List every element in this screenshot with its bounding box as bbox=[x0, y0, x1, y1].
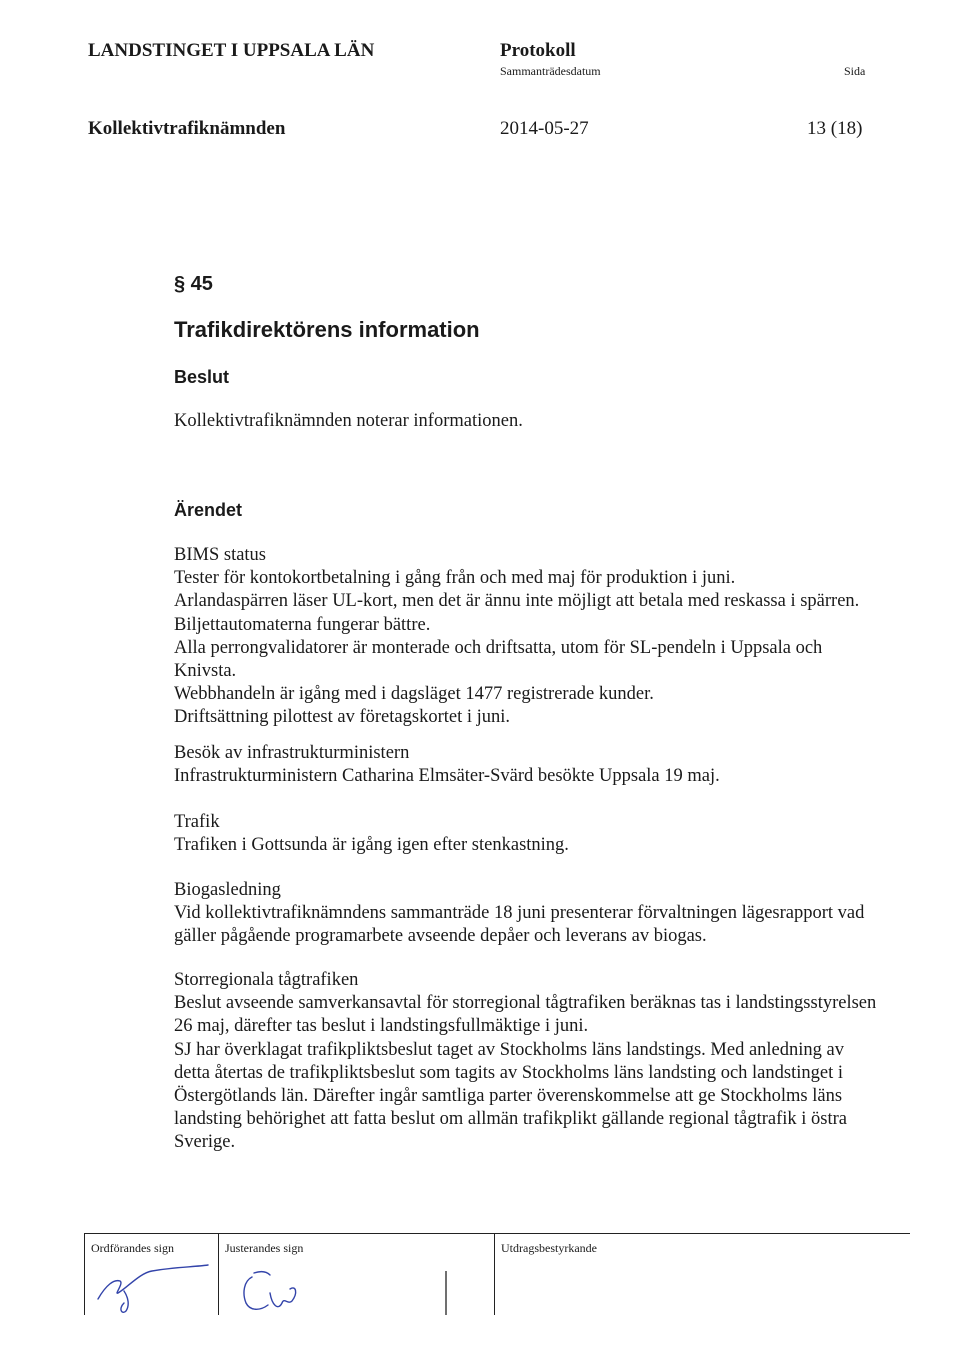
decision-text: Kollektivtrafiknämnden noterar informationen. bbox=[174, 411, 523, 431]
matter-heading: Ärendet bbox=[174, 500, 243, 520]
chair-sign-label: Ordförandes sign bbox=[91, 1241, 174, 1255]
date-label: Sammanträdesdatum bbox=[500, 64, 601, 78]
block-line: landsting behörighet att fatta beslut om allmän trafikplikt gällande regional tågtrafik i östra bbox=[174, 1109, 847, 1130]
block-line: Östergötlands län. Därefter ingår samtliga parter överenskommelse att ge Stockholms läns bbox=[174, 1086, 843, 1107]
committee-name: Kollektivtrafiknämnden bbox=[88, 118, 286, 139]
block-line: Knivsta. bbox=[174, 661, 237, 682]
chair-signature-icon bbox=[98, 1265, 208, 1312]
block-line: gäller pågående programarbete avseende depåer och leverans av biogas. bbox=[174, 926, 707, 947]
block-line: 26 maj, därefter tas beslut i landstingsfullmäktige i juni. bbox=[174, 1016, 589, 1037]
block-biogas bbox=[174, 879, 864, 949]
handwritten-signatures bbox=[84, 1233, 910, 1315]
block-regional-rail bbox=[174, 969, 876, 1155]
block-line: Tester för kontokortbetalning i gång från och med maj för produktion i juni. bbox=[174, 568, 736, 589]
meeting-date: 2014-05-27 bbox=[500, 118, 589, 139]
decision-heading: Beslut bbox=[174, 367, 230, 387]
block-minister-visit bbox=[174, 742, 720, 788]
block-bims-status bbox=[174, 544, 859, 730]
block-heading: Biogasledning bbox=[174, 880, 281, 900]
block-heading: BIMS status bbox=[174, 545, 267, 565]
adjuster-signature-icon bbox=[244, 1272, 296, 1310]
block-line: Arlandaspärren läser UL-kort, men det är ännu inte möjligt att betala med reskassa i spärren. bbox=[174, 591, 860, 612]
block-line: Vid kollektivtrafiknämndens sammanträde 18 juni presenterar förvaltningen lägesrapport vad bbox=[174, 903, 865, 924]
block-traffic bbox=[174, 811, 569, 857]
extract-certified-label: Utdragsbestyrkande bbox=[501, 1241, 597, 1255]
block-line: Biljettautomaterna fungerar bättre. bbox=[174, 614, 431, 635]
doc-type: Protokoll bbox=[500, 40, 576, 61]
block-line: Sverige. bbox=[174, 1132, 236, 1153]
section-number: § 45 bbox=[174, 273, 213, 295]
signature-table bbox=[84, 1233, 910, 1315]
block-heading: Storregionala tågtrafiken bbox=[174, 970, 359, 990]
adjuster-sign-label: Justerandes sign bbox=[225, 1241, 304, 1255]
section-title: Trafikdirektörens information bbox=[174, 317, 480, 342]
block-heading: Besök av infrastrukturministern bbox=[174, 743, 410, 763]
page-number: 13 (18) bbox=[807, 118, 863, 139]
block-line: SJ har överklagat trafikpliktsbeslut taget av Stockholms läns landstings. Med anledning av bbox=[174, 1039, 844, 1060]
page-label: Sida bbox=[844, 64, 866, 78]
block-line: Infrastrukturministern Catharina Elmsäter-Svärd besökte Uppsala 19 maj. bbox=[174, 766, 720, 787]
block-line: Beslut avseende samverkansavtal för storregional tågtrafiken beräknas tas i landstingsstyrelsen bbox=[174, 993, 877, 1014]
block-line: Alla perrongvalidatorer är monterade och driftsatta, utom för SL-pendeln i Uppsala och bbox=[174, 637, 823, 658]
block-heading: Trafik bbox=[174, 812, 220, 832]
block-line: Driftsättning pilottest av företagskortet i juni. bbox=[174, 707, 511, 728]
block-line: Trafiken i Gottsunda är igång igen efter stenkastning. bbox=[174, 835, 569, 856]
org-name: LANDSTINGET I UPPSALA LÄN bbox=[88, 40, 375, 61]
block-line: Webbhandeln är igång med i dagsläget 1477 registrerade kunder. bbox=[174, 684, 654, 705]
block-line: detta återtas de trafikpliktsbeslut som tagits av Stockholms läns landsting och landstinget i bbox=[174, 1062, 843, 1083]
